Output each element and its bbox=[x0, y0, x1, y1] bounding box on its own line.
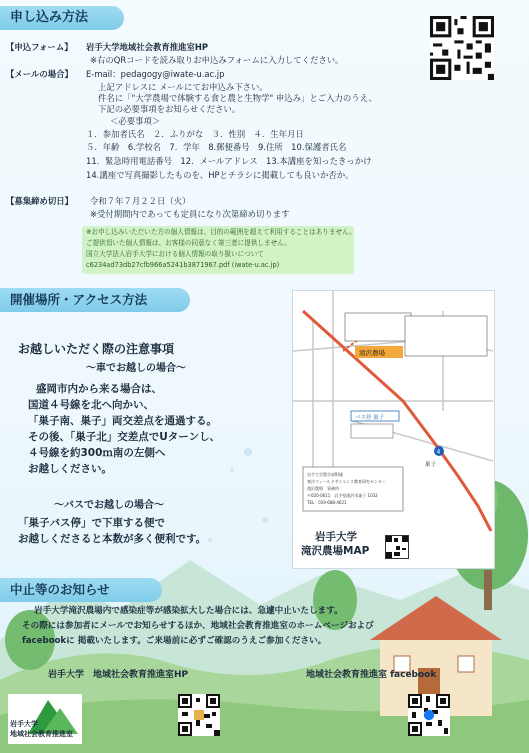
map-info-1: 岩手大学農学部附属 bbox=[307, 472, 343, 477]
privacy-notice-box bbox=[82, 226, 354, 274]
map-qr-code[interactable] bbox=[385, 535, 409, 559]
bus-heading: ～バスでお越しの場合～ bbox=[54, 500, 164, 511]
mail-address[interactable]: E-mail：pedagogy@iwate-u.ac.jp bbox=[86, 69, 225, 79]
link-facebook-label[interactable]: 地域社会教育推進室 facebook bbox=[306, 670, 437, 680]
mail-line-1: 上記アドレスに メールにてお申込み下さい。 bbox=[98, 82, 268, 92]
map-label-suko: 巣子 bbox=[425, 462, 437, 468]
section-title-access: 開催場所・アクセス方法 bbox=[0, 288, 190, 312]
qr-code-icon bbox=[178, 694, 220, 736]
qr-code-icon bbox=[430, 16, 494, 80]
required-items-row-1: １．参加者氏名 ２．ふりがな ３．性別 ４．生年月日 bbox=[86, 129, 304, 139]
qr-code-icon bbox=[408, 694, 450, 736]
logo-text-line-2: 地域社会教育推進室 bbox=[10, 730, 73, 738]
required-items-row-2: ５．年齢 6.学校名 7．学年 8.郵便番号 9.住所 10.保護者氏名 bbox=[86, 142, 347, 152]
bus-line-1: 「巣子バス停」で下車する便で bbox=[18, 517, 165, 529]
required-header: ＜必要事項＞ bbox=[110, 116, 161, 126]
car-line-4: その後、「巣子北」交差点でUターンし、 bbox=[28, 431, 221, 443]
required-items-row-4: 14.講座で写真撮影したものを、HPとチラシに掲載しても良いか否か。 bbox=[86, 170, 354, 180]
access-map bbox=[292, 290, 495, 569]
notice-line-1: 岩手大学滝沢農場内で感染症等が感染拡大した場合には、急遽中止いたします。 bbox=[34, 606, 343, 616]
bus-line-2: お越しくださると本数が多く便利です。 bbox=[18, 533, 207, 545]
facebook-icon bbox=[424, 710, 434, 720]
car-line-5: ４号線を約300ｍ南の左側へ bbox=[28, 447, 166, 459]
required-items-row-3: 11．緊急時用電話番号 12．メールアドレス 13.本講座を知ったきっかけ bbox=[86, 156, 372, 166]
privacy-line-2: ご提供頂いた個人情報は、お客様の同意なく第三者に提供しません。 bbox=[86, 239, 291, 247]
form-note: ※右のQRコードを読み取りお申込みフォームに入力してください。 bbox=[90, 55, 344, 65]
privacy-line-3: 国立大学法人岩手大学における個人情報の取り扱いについて bbox=[86, 250, 264, 258]
car-line-6: お越しください。 bbox=[28, 463, 112, 475]
qr-code-icon bbox=[386, 536, 408, 558]
form-text: 岩手大学地域社会教育推進室HP bbox=[86, 42, 209, 52]
map-info-2: 寒冷フィールドサイエンス教育研究センター bbox=[307, 479, 386, 484]
map-illustration bbox=[293, 291, 494, 568]
deadline-note: ※受付期間内であっても定員になり次第締め切ります bbox=[90, 209, 290, 219]
notice-line-2: その際には参加者にメールでお知らせするほか、地域社会教育推進室のホームページおよび bbox=[22, 621, 374, 631]
facebook-qr-code[interactable] bbox=[408, 694, 450, 736]
map-label-busstop: バス停 巣子 bbox=[355, 415, 385, 421]
apply-qr-code[interactable] bbox=[430, 16, 494, 80]
link-hp-label[interactable]: 岩手大学 地域社会教育推進室HP bbox=[48, 670, 189, 680]
privacy-line-1: ※お申し込みいただいた方の個人情報は、目的の範囲を超えて利用することはありません。 bbox=[86, 228, 356, 236]
logo-text-line-1: 岩手大学 bbox=[10, 720, 38, 728]
map-caption-line-2: 滝沢農場MAP bbox=[301, 545, 370, 557]
notice-line-3: facebookに 掲載いたします。ご来場前に必ずご確認のうえご参加ください。 bbox=[22, 636, 327, 646]
car-line-1: 盛岡市内から来る場合は、 bbox=[36, 383, 162, 395]
map-info-4: 〒020-0611 岩手県滝沢市巣子 1032 bbox=[307, 493, 378, 498]
section-title-notice: 中止等のお知らせ bbox=[0, 578, 162, 602]
deadline-date: 令和７年７月２２日（火） bbox=[90, 196, 191, 206]
mail-label: 【メールの場合】 bbox=[6, 69, 73, 79]
map-label-farm: 滝沢農場 bbox=[359, 349, 385, 357]
mail-line-3: 下記の必要事項をお知らせください。 bbox=[98, 104, 241, 114]
privacy-link[interactable]: c6234ad73db27cfb966a5241b3871967.pdf (iwate-u.ac.jp) bbox=[86, 261, 280, 269]
map-caption-line-1: 岩手大学 bbox=[315, 531, 357, 543]
office-logo bbox=[8, 694, 82, 744]
form-label: 【申込フォーム】 bbox=[6, 42, 73, 52]
deadline-label: 【募集締め切日】 bbox=[6, 196, 73, 206]
hp-qr-code[interactable] bbox=[178, 694, 220, 736]
section-title-apply: 申し込み方法 bbox=[0, 6, 124, 30]
car-line-2: 国道４号線を北へ向かい、 bbox=[28, 399, 154, 411]
car-line-3: 「巣子南、巣子」両交差点を通過する。 bbox=[28, 415, 217, 427]
mail-line-2: 件名に「"大学農場で体験する食と農と生物学" 申込み」とご入力のうえ、 bbox=[98, 93, 377, 103]
car-heading: ～車でお越しの場合～ bbox=[86, 363, 186, 374]
map-info-5: TEL：019-688-4621 bbox=[307, 500, 347, 505]
map-info-3: 滝沢農場 事務所 bbox=[307, 486, 339, 491]
map-label-route4: 4 bbox=[436, 448, 441, 456]
notice-title: お越しいただく際の注意事項 bbox=[18, 342, 175, 356]
